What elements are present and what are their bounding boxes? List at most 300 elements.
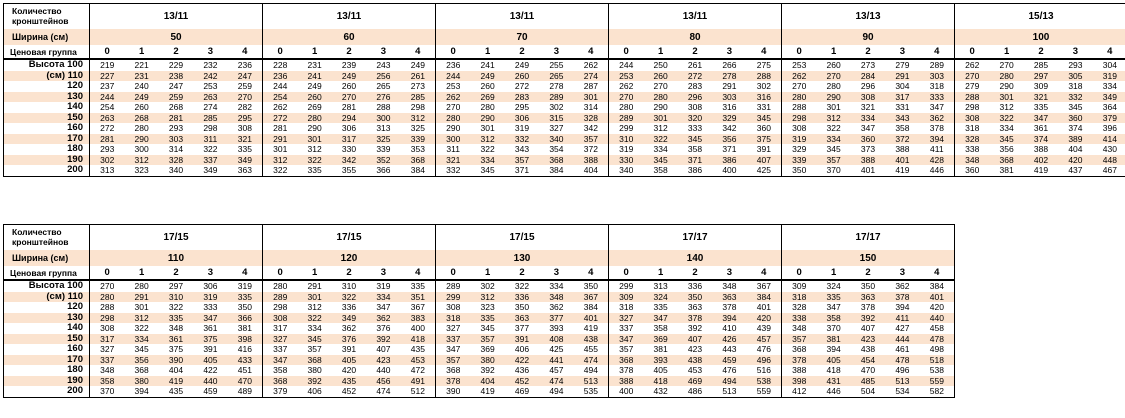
price-group-id: 1 [311,46,318,57]
price-cell: 364 [1102,102,1117,113]
price-cell: 361 [168,333,184,344]
price-cell: 312 [307,302,322,313]
brackets-value: 15/13 [1028,11,1054,22]
price-cell: 368 [273,375,288,386]
price-cell: 393 [549,323,564,334]
price-cell: 337 [273,344,288,355]
price-row [263,323,435,334]
price-row [90,344,262,355]
height-label: 180 [67,143,83,155]
price-cell: 350 [860,281,876,292]
price-row [782,344,954,355]
price-group-id: 0 [796,46,802,57]
price-cell: 474 [376,386,391,397]
price-row [263,334,435,345]
price-cell: 310 [341,281,357,292]
price-cell: 347 [376,302,391,313]
price-row [782,365,954,376]
price-group-id: 1 [830,46,837,57]
price-cell: 394 [722,312,737,323]
price-cell: 347 [273,354,288,365]
price-group-id: 0 [277,267,283,278]
price-row [263,165,435,176]
price-cell: 370 [826,165,841,176]
width-value: 100 [1032,31,1050,43]
price-cell: 236 [273,70,288,81]
price-cell: 231 [134,70,149,81]
price-cell: 242 [203,70,218,81]
price-cell: 474 [583,354,598,365]
price-row [90,92,262,103]
price-cell: 358 [273,365,288,376]
price-cell: 459 [203,386,218,397]
price-row [782,165,954,176]
price-cell: 219 [100,60,115,71]
price-cell: 440 [929,312,944,323]
brackets-cell [436,4,608,29]
price-row [609,102,781,113]
price-cell: 238 [168,70,184,81]
price-cell: 348 [965,154,980,165]
price-cell: 437 [1068,165,1083,176]
price-cell: 384 [756,291,771,302]
price-cell: 237 [100,81,115,92]
price-cell: 288 [792,102,807,113]
price-row [782,376,954,387]
price-cell: 426 [722,333,737,344]
height-row-label [4,344,89,355]
height-label: Высота 100 [28,59,83,71]
price-cell: 348 [100,365,115,376]
price-cell: 407 [756,154,771,165]
price-cell: 314 [583,102,598,113]
price-row [955,155,1125,166]
price-cell: 280 [446,112,461,123]
price-cell: 319 [376,281,391,292]
price-cell: 309 [619,291,634,302]
price-cell: 285 [410,91,425,102]
price-group-id: 2 [865,267,871,278]
price-row [782,292,954,303]
price-row [609,71,781,82]
price-cell: 298 [792,112,807,123]
price-cell: 394 [134,386,149,397]
price-row [955,71,1125,82]
width-block [955,4,1125,176]
price-cell: 340 [619,165,634,176]
price-cell: 396 [1102,123,1117,134]
price-cell: 322 [203,144,218,155]
price-row [955,123,1125,134]
price-cell: 279 [965,81,980,92]
price-cell: 378 [446,375,461,386]
price-cell: 319 [514,123,530,134]
price-group-label: Ценовая группа [10,46,77,57]
price-cell: 350 [583,281,598,292]
price-group-id: 4 [934,46,940,57]
price-cell: 308 [446,302,461,313]
price-cell: 302 [100,154,115,165]
price-cell: 401 [583,312,598,323]
group-label-cell [4,45,89,60]
price-cell: 405 [341,354,357,365]
price-cell: 392 [480,365,495,376]
price-cell: 454 [860,354,876,365]
price-cell: 281 [273,123,288,134]
brackets-value: 13/11 [682,11,708,22]
price-row [263,386,435,397]
height-label: 190 [67,153,83,165]
price-row [782,113,954,124]
price-group-id: 1 [830,267,837,278]
width-cell [90,250,262,266]
price-cell: 374 [1068,123,1083,134]
price-cell: 244 [619,60,634,71]
price-group-id: 1 [138,267,145,278]
price-cell: 319 [619,144,634,155]
price-cell: 432 [653,386,668,397]
price-cell: 441 [549,354,564,365]
price-cell: 260 [134,102,149,113]
price-row [90,355,262,366]
price-cell: 394 [895,302,910,313]
price-cell: 345 [653,154,668,165]
price-cell: 370 [100,386,115,397]
price-cell: 357 [307,344,322,355]
price-cell: 391 [514,333,530,344]
height-row-label [4,281,89,292]
price-cell: 337 [100,354,115,365]
width-cell [263,250,435,266]
price-row [609,144,781,155]
price-row [90,281,262,292]
price-group-header-row [609,45,781,60]
price-cell: 391 [203,344,218,355]
price-cell: 435 [341,375,357,386]
price-cell: 419 [480,386,495,397]
price-cell: 452 [341,386,357,397]
price-cell: 302 [756,81,771,92]
price-cell: 419 [583,323,598,334]
price-row [263,313,435,324]
price-cell: 384 [929,281,944,292]
price-row [782,71,954,82]
price-cell: 311 [203,133,218,144]
price-cell: 296 [687,91,703,102]
price-group-id: 2 [519,267,525,278]
price-cell: 298 [203,123,218,134]
price-cell: 350 [687,291,703,302]
price-cell: 298 [100,312,115,323]
price-cell: 358 [687,144,703,155]
price-group-id: 0 [450,46,456,57]
price-row [955,60,1125,71]
price-cell: 247 [168,81,184,92]
price-row [90,323,262,334]
price-cell: 469 [687,375,703,386]
price-cell: 270 [341,91,357,102]
price-cell: 411 [895,312,910,323]
price-group-id: 4 [242,267,248,278]
price-cell: 356 [134,354,149,365]
price-cell: 358 [100,375,115,386]
price-cell: 265 [376,81,391,92]
price-cell: 318 [446,312,461,323]
price-cell: 263 [100,112,115,123]
price-group-id: 2 [519,46,525,57]
price-cell: 288 [100,302,115,313]
height-row-label [4,144,89,155]
price-cell: 320 [687,112,703,123]
price-cell: 369 [653,333,668,344]
price-cell: 386 [687,165,703,176]
price-cell: 440 [376,365,391,376]
price-cell: 496 [895,365,910,376]
height-row-label [4,365,89,376]
height-row-label [4,81,89,92]
price-cell: 357 [792,333,807,344]
price-cell: 331 [756,102,771,113]
price-row [263,123,435,134]
price-cell: 254 [100,102,115,113]
price-group-id: 4 [761,267,767,278]
price-cell: 306 [341,123,357,134]
price-cell: 308 [792,123,807,134]
price-cell: 371 [722,144,737,155]
price-cell: 398 [237,333,252,344]
price-cell: 300 [134,144,149,155]
price-cell: 371 [687,154,703,165]
price-cell: 297 [168,281,184,292]
price-cell: 363 [722,291,737,302]
price-cell: 411 [930,144,944,155]
brackets-value: 13/11 [336,11,362,22]
price-row [955,113,1125,124]
price-cell: 469 [514,386,530,397]
price-cell: 345 [480,165,495,176]
price-cell: 249 [514,60,530,71]
price-cell: 290 [134,133,149,144]
price-row [782,92,954,103]
price-cell: 231 [307,60,322,71]
price-row [955,134,1125,145]
price-cell: 280 [273,281,288,292]
price-cell: 298 [965,102,980,113]
price-cell: 285 [1033,60,1049,71]
price-cell: 281 [100,133,115,144]
price-cell: 327 [100,344,115,355]
price-group-id: 4 [588,267,594,278]
price-row [90,376,262,387]
price-table-1 [3,3,1125,177]
price-cell: 249 [134,91,149,102]
price-cell: 363 [860,291,876,302]
price-cell: 268 [134,112,149,123]
price-cell: 335 [1033,102,1049,113]
price-row [609,386,781,397]
price-group-id: 1 [1003,46,1010,57]
price-cell: 229 [168,60,184,71]
width-block [436,4,609,176]
width-value: 90 [862,31,874,43]
price-cell: 349 [237,154,252,165]
price-cell: 362 [929,112,944,123]
price-cell: 281 [168,112,184,123]
price-cell: 301 [653,112,668,123]
price-cell: 391 [756,144,771,155]
price-row [263,134,435,145]
price-cell: 285 [203,112,218,123]
price-cell: 446 [929,165,944,176]
price-cell: 433 [237,354,252,365]
price-cell: 308 [687,102,703,113]
width-cell [436,250,608,266]
price-row [436,71,608,82]
price-cell: 345 [999,133,1014,144]
price-cell: 360 [756,123,771,134]
price-cell: 327 [549,123,564,134]
price-cell: 386 [722,154,737,165]
brackets-cell [263,4,435,29]
price-cell: 476 [722,365,737,376]
price-group-id: 0 [104,267,110,278]
price-cell: 388 [792,365,807,376]
price-row [782,323,954,334]
price-row [782,386,954,397]
price-cell: 453 [410,354,425,365]
price-cell: 319 [792,133,807,144]
price-cell: 425 [549,344,564,355]
price-cell: 308 [100,323,115,334]
price-group-id: 4 [934,267,940,278]
price-row [955,81,1125,92]
price-group-id: 4 [1107,46,1113,57]
width-block [263,225,436,397]
price-cell: 308 [965,112,980,123]
price-row [263,113,435,124]
width-cell [609,29,781,45]
price-group-id: 2 [173,267,179,278]
price-row [782,334,954,345]
price-cell: 312 [480,291,495,302]
brackets-value: 13/11 [509,11,535,22]
price-cell: 390 [446,386,461,397]
width-block [609,4,782,176]
price-cell: 405 [826,354,841,365]
price-group-id: 1 [484,267,491,278]
price-cell: 423 [376,354,391,365]
price-cell: 289 [446,281,461,292]
price-row [609,281,781,292]
price-cell: 350 [792,165,807,176]
price-cell: 338 [792,312,807,323]
width-value: 150 [859,252,877,264]
price-cell: 419 [168,375,184,386]
price-group-id: 3 [899,46,906,57]
price-row [436,355,608,366]
price-cell: 438 [860,344,876,355]
price-cell: 448 [1102,154,1117,165]
price-row [263,292,435,303]
price-cell: 270 [792,81,807,92]
price-cell: 244 [100,91,115,102]
price-cell: 301 [999,91,1014,102]
price-row [90,60,262,71]
width-value: 60 [343,31,355,43]
price-cell: 348 [168,323,184,334]
price-cell: 312 [480,133,495,144]
price-cell: 335 [237,144,252,155]
price-cell: 309 [792,281,807,292]
price-group-id: 1 [657,46,664,57]
price-cell: 280 [100,291,115,302]
price-row [436,323,608,334]
price-cell: 378 [860,302,876,313]
brackets-value: 17/17 [682,232,708,243]
price-cell: 368 [134,365,149,376]
width-value: 120 [340,252,358,264]
price-cell: 312 [653,123,668,134]
price-cell: 375 [756,133,771,144]
price-cell: 335 [826,291,841,302]
price-group-id: 2 [865,46,871,57]
price-cell: 345 [134,344,149,355]
price-cell: 318 [929,81,944,92]
price-group-id: 2 [173,46,179,57]
height-label: 120 [67,80,83,92]
width-block [263,4,436,176]
price-cell: 303 [168,133,184,144]
price-cell: 513 [583,375,598,386]
price-cell: 240 [134,81,149,92]
price-cell: 356 [999,144,1014,155]
price-cell: 270 [619,91,634,102]
height-row-label [4,123,89,134]
price-cell: 420 [756,312,771,323]
price-cell: 256 [376,70,391,81]
price-group-header-row [263,45,435,60]
price-cell: 368 [410,154,425,165]
price-cell: 401 [860,165,876,176]
brackets-value: 17/15 [163,232,189,243]
price-cell: 363 [514,312,530,323]
price-cell: 270 [100,281,115,292]
price-cell: 280 [999,70,1014,81]
price-cell: 319 [203,291,218,302]
height-label: (см) 110 [46,290,83,302]
price-cell: 358 [895,123,910,134]
price-cell: 486 [687,386,703,397]
price-group-id: 3 [726,46,733,57]
price-group-header-row [436,45,608,60]
price-row [90,365,262,376]
price-row [90,102,262,113]
price-cell: 357 [446,354,461,365]
price-cell: 244 [446,70,461,81]
price-cell: 378 [619,365,634,376]
price-cell: 301 [480,123,495,134]
height-label: 200 [67,385,83,397]
price-cell: 323 [480,302,495,313]
price-cell: 330 [341,144,357,155]
price-cell: 472 [410,365,425,376]
price-cell: 366 [376,165,391,176]
price-cell: 380 [480,354,495,365]
price-cell: 405 [653,365,668,376]
price-cell: 418 [826,365,841,376]
price-cell: 272 [687,70,703,81]
price-cell: 322 [480,144,495,155]
